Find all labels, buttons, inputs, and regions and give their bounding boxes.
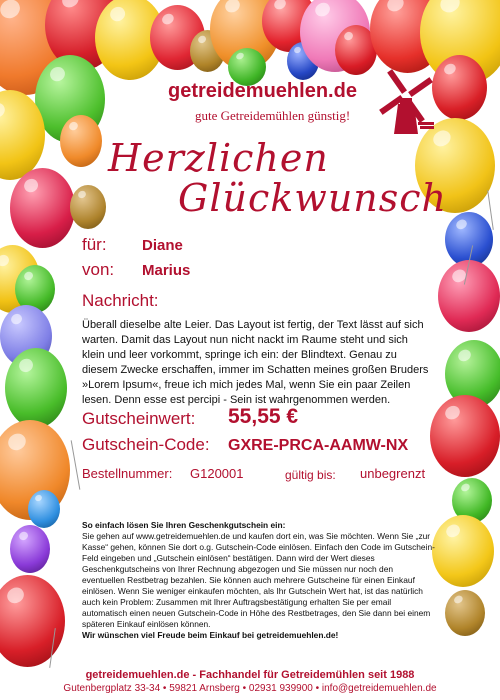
voucher-code: GXRE-PRCA-AAMW-NX — [228, 437, 409, 454]
greeting-line-2: Glückwunsch — [178, 176, 448, 220]
for-value: Diane — [142, 237, 183, 254]
message-label: Nachricht: — [82, 291, 159, 310]
voucher-value: 55,55 € — [228, 405, 299, 428]
balloon-icon — [445, 590, 485, 636]
instructions-closing: Wir wünschen viel Freude beim Einkauf bei getreidemuehlen.de! — [82, 630, 339, 640]
order-number-label: Bestellnummer: — [82, 466, 173, 481]
for-label: für: — [82, 235, 107, 254]
instructions-heading: So einfach lösen Sie Ihren Geschenkgutschein ein: — [82, 520, 286, 530]
balloon-icon — [60, 115, 102, 167]
brand-tagline: gute Getreidemühlen günstig! — [195, 108, 351, 123]
balloon-icon — [0, 575, 65, 667]
balloon-icon — [70, 185, 106, 229]
balloon-icon — [438, 260, 500, 332]
greeting-line-1: Herzlichen — [108, 136, 329, 180]
balloon-icon — [432, 515, 494, 587]
message-text: Überall dieselbe alte Leier. Das Layout ist fertig, der Text lässt auf sich warten. Damit das Layout nun nicht nackt im Raume steht und sich klein und leer vorkommt, springe ich ein: der Blindtext. Genau zu diesem Zwecke erschaffen, immer im Schatten meines großen Bruders »Lorem Ipsum«, freue ich mich jedes Mal, wenn Sie ein paar Zeilen lesen. Denn esse est percipi - Sein ist wahrgenommen werden. — [82, 319, 429, 406]
balloon-icon — [10, 168, 75, 248]
windmill-icon — [376, 66, 446, 136]
voucher-value-label: Gutscheinwert: — [82, 409, 196, 428]
redemption-instructions — [82, 520, 436, 641]
order-number: G120001 — [190, 466, 244, 481]
balloon-icon — [10, 525, 50, 573]
valid-until-value: unbegrenzt — [360, 466, 426, 481]
footer-address: Gutenbergplatz 33-34 • 59821 Arnsberg • 02931 939900 • info@getreidemuehlen.de — [63, 683, 437, 694]
brand-name: getreidemuehlen.de — [168, 80, 357, 102]
valid-until-label: gültig bis: — [285, 468, 336, 482]
footer-company: getreidemuehlen.de - Fachhandel für Getreidemühlen seit 1988 — [85, 669, 415, 681]
from-label: von: — [82, 260, 115, 279]
from-value: Marius — [142, 262, 191, 279]
balloon-icon — [5, 348, 67, 428]
balloon-icon — [28, 490, 60, 528]
instructions-body: Sie gehen auf www.getreidemuehlen.de und kaufen dort ein, was Sie möchten. Wenn Sie „zur Kasse“ gehen, können Sie dort o.g. Gutschein-Code einlösen. Einfach den Code im Gutschein-Feld eingeben und „Gutschein einlösen“ bestätigen. Dann wird der Wert dieses Geschenkgutscheins von Ihrer Rechnung abgezogen und Sie müssen nur noch den eventuellen Restbetrag bezahlen. Sie können auch mehrere Gutscheine für einen Einkauf einlösen. Wenn Sie weniger einkaufen möchten, als Ihr Gutschein Wert hat, ist das natürlich auch kein Problem: Zusammen mit Ihrer Auftragsbestätigung erhalten Sie per email automatisch einen neuen Gutschein-Code in Höhe des Restbetrages, den Sie dann bei einem späteren Einkauf einlösen können. — [82, 531, 435, 629]
balloon-icon — [430, 395, 500, 477]
voucher-code-label: Gutschein-Code: — [82, 435, 210, 454]
